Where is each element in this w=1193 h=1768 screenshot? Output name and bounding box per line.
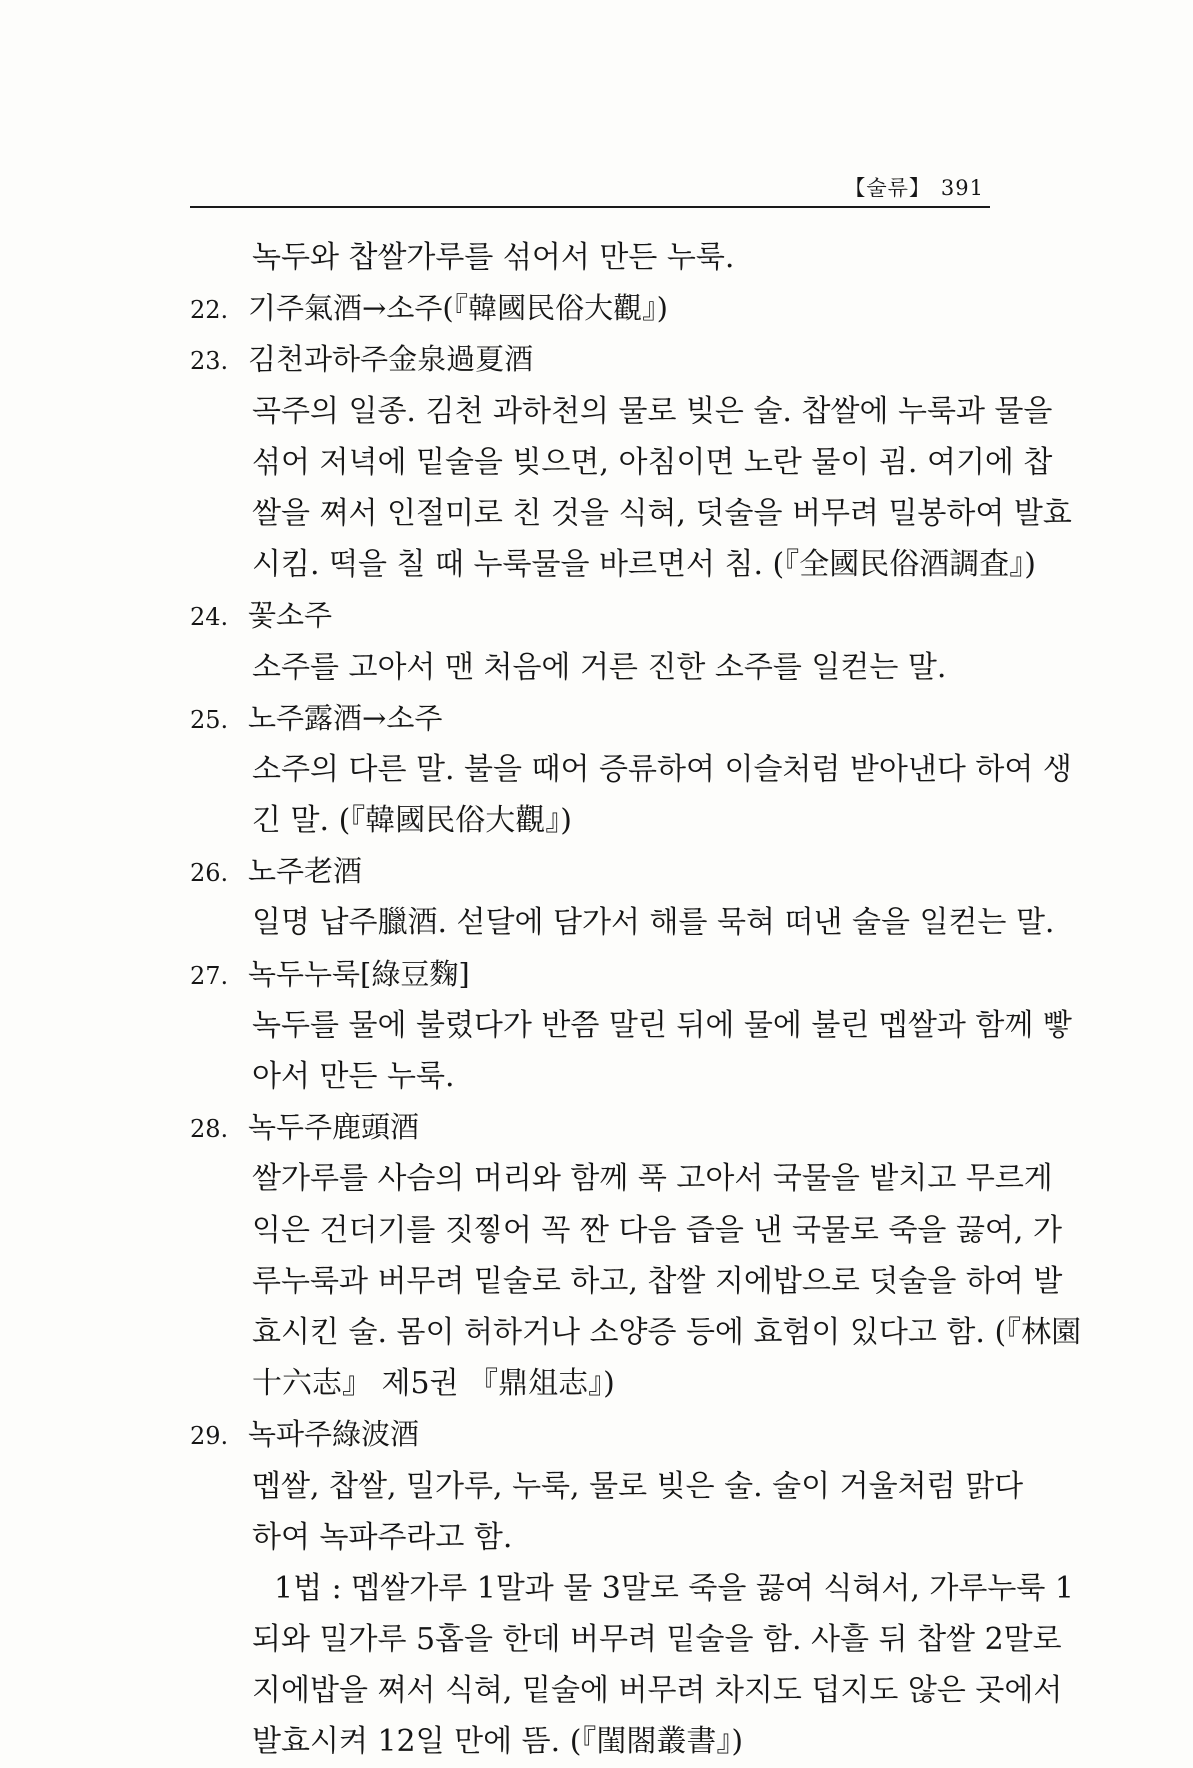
entry-number: 24. — [190, 603, 229, 632]
entry-text-line: 소주의 다른 말. 불을 때어 증류하여 이슬처럼 받아낸다 하여 생 — [252, 751, 1072, 787]
entry-text-line: 효시킨 술. 몸이 허하거나 소양증 등에 효험이 있다고 함. (『林園 — [252, 1314, 1082, 1350]
entry-heading — [190, 1102, 996, 1153]
entry-title: 기주氣酒→소주(『韓國民俗大觀』) — [248, 291, 668, 326]
entry-title: 노주露酒→소주 — [248, 700, 443, 735]
method-text-line: 1법 : 멥쌀가루 1말과 물 3말로 죽을 끓여 식혀서, 가루누룩 1 — [274, 1570, 1074, 1606]
entry-title: 노주老酒 — [248, 854, 363, 889]
entry-text-line: 일명 납주臘酒. 섣달에 담가서 해를 묵혀 떠낸 술을 일컫는 말. — [252, 905, 1055, 941]
entry-heading — [190, 334, 996, 385]
entry-heading — [190, 949, 996, 1000]
entry-text-line: 十六志』 제5권 『鼎俎志』) — [252, 1366, 615, 1402]
running-head — [844, 172, 984, 202]
dictionary-entries — [190, 232, 1082, 1768]
method-text-line: 지에밥을 쪄서 식혀, 밑술에 버무려 차지도 덥지도 않은 곳에서 — [252, 1673, 1063, 1709]
entry-number: 29. — [190, 1422, 229, 1451]
page-header — [190, 176, 990, 208]
entry-text-line: 녹두와 찹쌀가루를 섞어서 만든 누룩. — [252, 240, 735, 275]
entry-title: 녹두누룩[綠豆麴] — [248, 956, 470, 991]
section-label: 【술류】 — [844, 176, 931, 200]
entry-text-line: 쌀을 쪄서 인절미로 친 것을 식혀, 덧술을 버무려 밀봉하여 발효 — [252, 495, 1072, 531]
entry-heading — [190, 1409, 996, 1460]
entry-text-line: 쌀가루를 사슴의 머리와 함께 푹 고아서 국물을 밭치고 무르게 — [252, 1161, 1053, 1197]
entry-text-line: 하여 녹파주라고 함. — [252, 1519, 513, 1555]
page-number: 391 — [940, 176, 984, 200]
entry-text-line: 시킴. 떡을 칠 때 누룩물을 바르면서 침. (『全國民俗酒調査』) — [252, 547, 1036, 583]
entry-heading — [190, 590, 996, 641]
method-text-line: 되와 밀가루 5홉을 한데 버무려 밑술을 함. 사흘 뒤 찹쌀 2말로 — [252, 1622, 1062, 1658]
entry-text-line: 섞어 저녁에 밑술을 빚으면, 아침이면 노란 물이 굄. 여기에 찹 — [252, 444, 1053, 480]
entry-text-line: 긴 말. (『韓國民俗大觀』) — [252, 803, 572, 839]
entry-text-line: 아서 만든 누룩. — [252, 1059, 455, 1094]
entry-text-line: 곡주의 일종. 김천 과하천의 물로 빚은 술. 찹쌀에 누룩과 물을 — [252, 393, 1053, 429]
entry-heading — [190, 693, 996, 744]
entry-title: 녹두주鹿頭酒 — [248, 1110, 420, 1145]
entry-heading — [190, 283, 996, 334]
entry-text-line: 녹두를 물에 불렸다가 반쯤 말린 뒤에 물에 불린 멥쌀과 함께 빻 — [252, 1007, 1072, 1043]
entry-text-line: 루누룩과 버무려 밑술로 하고, 찹쌀 지에밥으로 덧술을 하여 발 — [252, 1263, 1063, 1299]
entry-number: 22. — [190, 296, 229, 325]
entry-title: 녹파주綠波酒 — [248, 1417, 420, 1452]
entry-title: 김천과하주金泉過夏酒 — [248, 342, 534, 377]
entry-text-line: 소주를 고아서 맨 처음에 거른 진한 소주를 일컫는 말. — [252, 649, 947, 685]
entry-number: 27. — [190, 961, 229, 990]
entry-text-line: 멥쌀, 찹쌀, 밀가루, 누룩, 물로 빚은 술. 술이 거울처럼 맑다 — [252, 1468, 1024, 1504]
entry-text-line: 익은 건더기를 짓찧어 꼭 짠 다음 즙을 낸 국물로 죽을 끓여, 가 — [252, 1212, 1062, 1248]
entry-number: 26. — [190, 859, 229, 888]
method-text-line: 발효시켜 12일 만에 뜸. (『閨閤叢書』) — [252, 1724, 744, 1760]
entry-number: 23. — [190, 347, 229, 376]
entry-heading — [190, 846, 996, 897]
entry-number: 28. — [190, 1115, 229, 1144]
entry-title: 꽃소주 — [248, 598, 333, 633]
entry-number: 25. — [190, 705, 229, 734]
